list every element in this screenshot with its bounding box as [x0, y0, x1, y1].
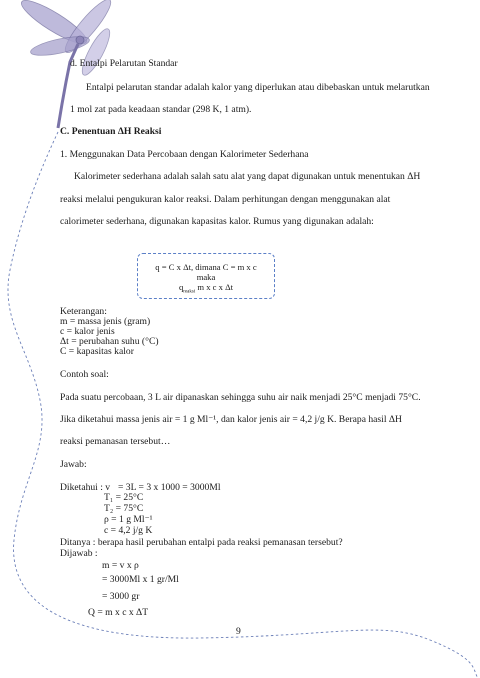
- dashed-flight-path: [8, 132, 478, 678]
- contoh-line3: reaksi pemanasan tersebut…: [60, 436, 171, 447]
- step-line: = 3000Ml x 1 gr/Ml: [102, 574, 179, 585]
- jawab-title: Jawab:: [60, 459, 87, 470]
- contoh-line2: Jika diketahui massa jenis air = 1 g Ml⁻¹, dan kalor jenis air = 4,2 j/g K. Berapa hasil ΔH: [60, 414, 402, 425]
- section-c-paragraph-line3: calorimeter sederhana, digunakan kapasitas kalor. Rumus yang digunakan adalah:: [60, 216, 374, 227]
- keterangan-item: C = kapasitas kalor: [60, 346, 134, 357]
- contoh-line1: Pada suatu percobaan, 3 L air dipanaskan sehingga suhu air naik menjadi 25°C menjadi 75°C.: [60, 392, 421, 403]
- diketahui-item: T₁ = 25°C: [104, 492, 144, 503]
- ditanya-line: Ditanya : berapa hasil perubahan entalpi pada reaksi pemanasan tersebut?: [60, 537, 343, 548]
- keterangan-item: c = kalor jenis: [60, 326, 115, 337]
- section-c-subtitle: 1. Menggunakan Data Percobaan dengan Kalorimeter Sederhana: [60, 149, 309, 160]
- section-d-paragraph-line1: Entalpi pelarutan standar adalah kalor yang diperlukan atau dibebaskan untuk melarutkan: [86, 82, 430, 93]
- step-line: m = v x ρ: [102, 560, 139, 571]
- section-c-title: C. Penentuan ΔH Reaksi: [60, 126, 162, 137]
- formula-line1: q = C x Δt, dimana C = m x c: [155, 262, 257, 272]
- contoh-title: Contoh soal:: [60, 369, 109, 380]
- keterangan-item: Δt = perubahan suhu (°C): [60, 336, 159, 347]
- formula-box: [137, 253, 275, 299]
- diketahui-label: Diketahui : v: [60, 482, 111, 493]
- step-line: Q = m x c x ΔT: [88, 607, 149, 618]
- section-d-paragraph-line2: 1 mol zat pada keadaan standar (298 K, 1 atm).: [70, 104, 252, 115]
- formula-line2: maka: [196, 272, 216, 282]
- step-line: = 3000 gr: [102, 591, 140, 602]
- diketahui-item: c = 4,2 j/g K: [104, 525, 153, 536]
- diketahui-item: T₂ = 75°C: [104, 503, 144, 514]
- diketahui-item: ρ = 1 g Ml⁻¹: [104, 514, 153, 525]
- page-number: 9: [236, 626, 241, 637]
- dijawab-label: Dijawab :: [60, 548, 98, 559]
- keterangan-title: Keterangan:: [60, 306, 107, 317]
- formula-line3: $q_{reaksi}$ m x c x Δt: [179, 282, 233, 295]
- keterangan-item: m = massa jenis (gram): [60, 316, 151, 327]
- section-c-paragraph-line2: reaksi melalui pengukuran kalor reaksi. Dalam perhitungan dengan menggunakan alat: [60, 194, 391, 205]
- section-c-paragraph-line1: Kalorimeter sederhana adalah salah satu alat yang dapat digunakan untuk menentukan ΔH: [74, 171, 421, 182]
- diketahui-item: = 3L = 3 x 1000 = 3000Ml: [118, 482, 221, 493]
- section-d-title: d. Entalpi Pelarutan Standar: [70, 58, 178, 69]
